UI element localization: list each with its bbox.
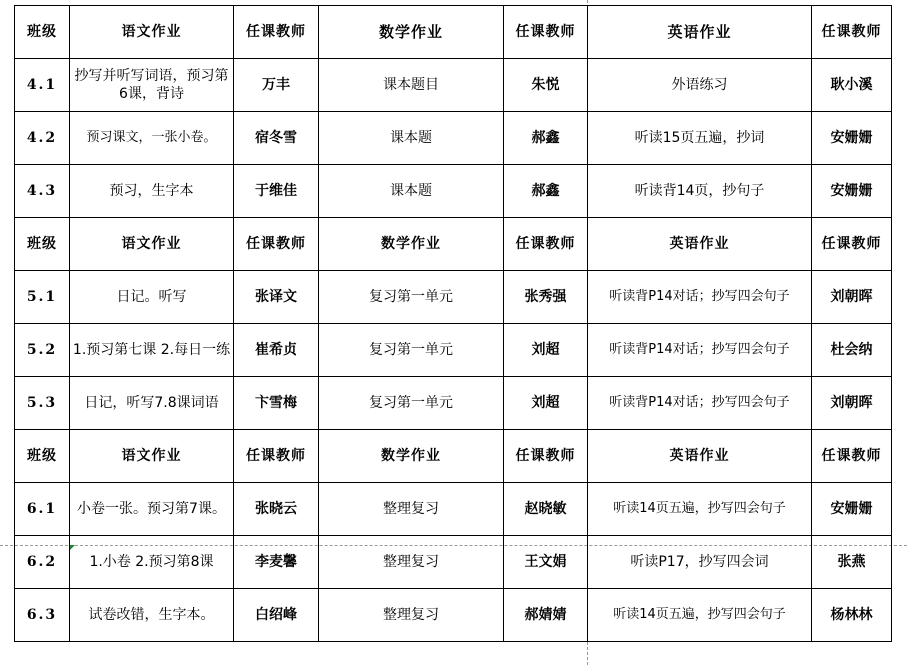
chinese-homework[interactable]: 日记，听写7.8课词语 [70,377,234,430]
header-teacher[interactable]: 任课教师 [234,6,319,59]
table-row [15,324,892,377]
math-teacher[interactable]: 王文娟 [504,536,588,589]
class-number[interactable]: 5.3 [15,377,70,430]
header-teacher[interactable]: 任课教师 [504,6,588,59]
math-teacher[interactable]: 郝鑫 [504,165,588,218]
header-english[interactable]: 英语作业 [588,430,812,483]
chinese-teacher[interactable]: 于维佳 [234,165,319,218]
header-row [15,218,892,271]
header-row [15,6,892,59]
math-homework[interactable]: 复习第一单元 [319,324,504,377]
table-row [15,112,892,165]
header-teacher[interactable]: 任课教师 [504,430,588,483]
english-teacher[interactable]: 张燕 [812,536,892,589]
header-class[interactable]: 班级 [15,430,70,483]
chinese-teacher[interactable]: 张译文 [234,271,319,324]
table-row [15,589,892,642]
math-homework[interactable]: 整理复习 [319,483,504,536]
english-teacher[interactable]: 耿小溪 [812,59,892,112]
header-class[interactable]: 班级 [15,218,70,271]
math-teacher[interactable]: 郝婧婧 [504,589,588,642]
homework-table [14,5,892,642]
class-number[interactable]: 4.3 [15,165,70,218]
chinese-homework[interactable]: 日记。听写 [70,271,234,324]
class-number[interactable]: 6.2 [15,536,70,589]
english-homework[interactable]: 听读14页五遍，抄写四会句子 [588,589,812,642]
chinese-homework[interactable]: 1.预习第七课 2.每日一练 [70,324,234,377]
math-homework[interactable]: 课本题 [319,165,504,218]
class-number[interactable]: 6.3 [15,589,70,642]
chinese-teacher[interactable]: 卞雪梅 [234,377,319,430]
header-class[interactable]: 班级 [15,6,70,59]
chinese-homework[interactable]: 试卷改错，生字本。 [70,589,234,642]
chinese-teacher[interactable]: 崔希贞 [234,324,319,377]
english-homework[interactable]: 外语练习 [588,59,812,112]
header-english[interactable]: 英语作业 [588,218,812,271]
header-english[interactable]: 英语作业 [588,6,812,59]
english-homework[interactable]: 听读背P14对话；抄写四会句子 [588,377,812,430]
math-homework[interactable]: 复习第一单元 [319,377,504,430]
english-teacher[interactable]: 刘朝晖 [812,271,892,324]
table-row [15,271,892,324]
chinese-homework[interactable]: 预习，生字本 [70,165,234,218]
header-row [15,430,892,483]
english-homework[interactable]: 听读15页五遍，抄词 [588,112,812,165]
header-teacher[interactable]: 任课教师 [812,218,892,271]
table-row [15,536,892,589]
chinese-homework[interactable]: 1.小卷 2.预习第8课 [70,536,234,589]
header-teacher[interactable]: 任课教师 [504,218,588,271]
chinese-teacher[interactable]: 万丰 [234,59,319,112]
chinese-teacher[interactable]: 张晓云 [234,483,319,536]
header-teacher[interactable]: 任课教师 [812,430,892,483]
table-row [15,59,892,112]
class-number[interactable]: 4.1 [15,59,70,112]
math-teacher[interactable]: 刘超 [504,377,588,430]
math-homework[interactable]: 课本题目 [319,59,504,112]
math-homework[interactable]: 整理复习 [319,589,504,642]
math-teacher[interactable]: 朱悦 [504,59,588,112]
header-teacher[interactable]: 任课教师 [234,218,319,271]
math-homework[interactable]: 整理复习 [319,536,504,589]
english-homework[interactable]: 听读背P14对话；抄写四会句子 [588,271,812,324]
class-number[interactable]: 4.2 [15,112,70,165]
chinese-teacher[interactable]: 白绍峰 [234,589,319,642]
math-teacher[interactable]: 郝鑫 [504,112,588,165]
header-teacher[interactable]: 任课教师 [812,6,892,59]
table-row [15,165,892,218]
header-math[interactable]: 数学作业 [319,430,504,483]
math-homework[interactable]: 复习第一单元 [319,271,504,324]
header-teacher[interactable]: 任课教师 [234,430,319,483]
class-number[interactable]: 5.2 [15,324,70,377]
math-teacher[interactable]: 赵晓敏 [504,483,588,536]
chinese-teacher[interactable]: 宿冬雪 [234,112,319,165]
english-homework[interactable]: 听读P17，抄写四会词 [588,536,812,589]
table-row [15,377,892,430]
chinese-homework[interactable]: 小卷一张。预习第7课。 [70,483,234,536]
chinese-homework[interactable]: 抄写并听写词语，预习第6课，背诗 [70,59,234,112]
header-chinese[interactable]: 语文作业 [70,430,234,483]
header-chinese[interactable]: 语文作业 [70,6,234,59]
english-teacher[interactable]: 安姗姗 [812,165,892,218]
english-teacher[interactable]: 杨林林 [812,589,892,642]
english-teacher[interactable]: 杜会纳 [812,324,892,377]
english-homework[interactable]: 听读14页五遍，抄写四会句子 [588,483,812,536]
header-math[interactable]: 数学作业 [319,218,504,271]
english-homework[interactable]: 听读背P14对话；抄写四会句子 [588,324,812,377]
class-number[interactable]: 6.1 [15,483,70,536]
chinese-teacher[interactable]: 李麦馨 [234,536,319,589]
header-chinese[interactable]: 语文作业 [70,218,234,271]
english-teacher[interactable]: 安姗姗 [812,483,892,536]
math-homework[interactable]: 课本题 [319,112,504,165]
math-teacher[interactable]: 刘超 [504,324,588,377]
english-teacher[interactable]: 安姗姗 [812,112,892,165]
english-homework[interactable]: 听读背14页，抄句子 [588,165,812,218]
header-math[interactable]: 数学作业 [319,6,504,59]
english-teacher[interactable]: 刘朝晖 [812,377,892,430]
math-teacher[interactable]: 张秀强 [504,271,588,324]
cell-comment-marker [70,545,75,550]
chinese-homework[interactable]: 预习课文，一张小卷。 [70,112,234,165]
table-row [15,483,892,536]
class-number[interactable]: 5.1 [15,271,70,324]
